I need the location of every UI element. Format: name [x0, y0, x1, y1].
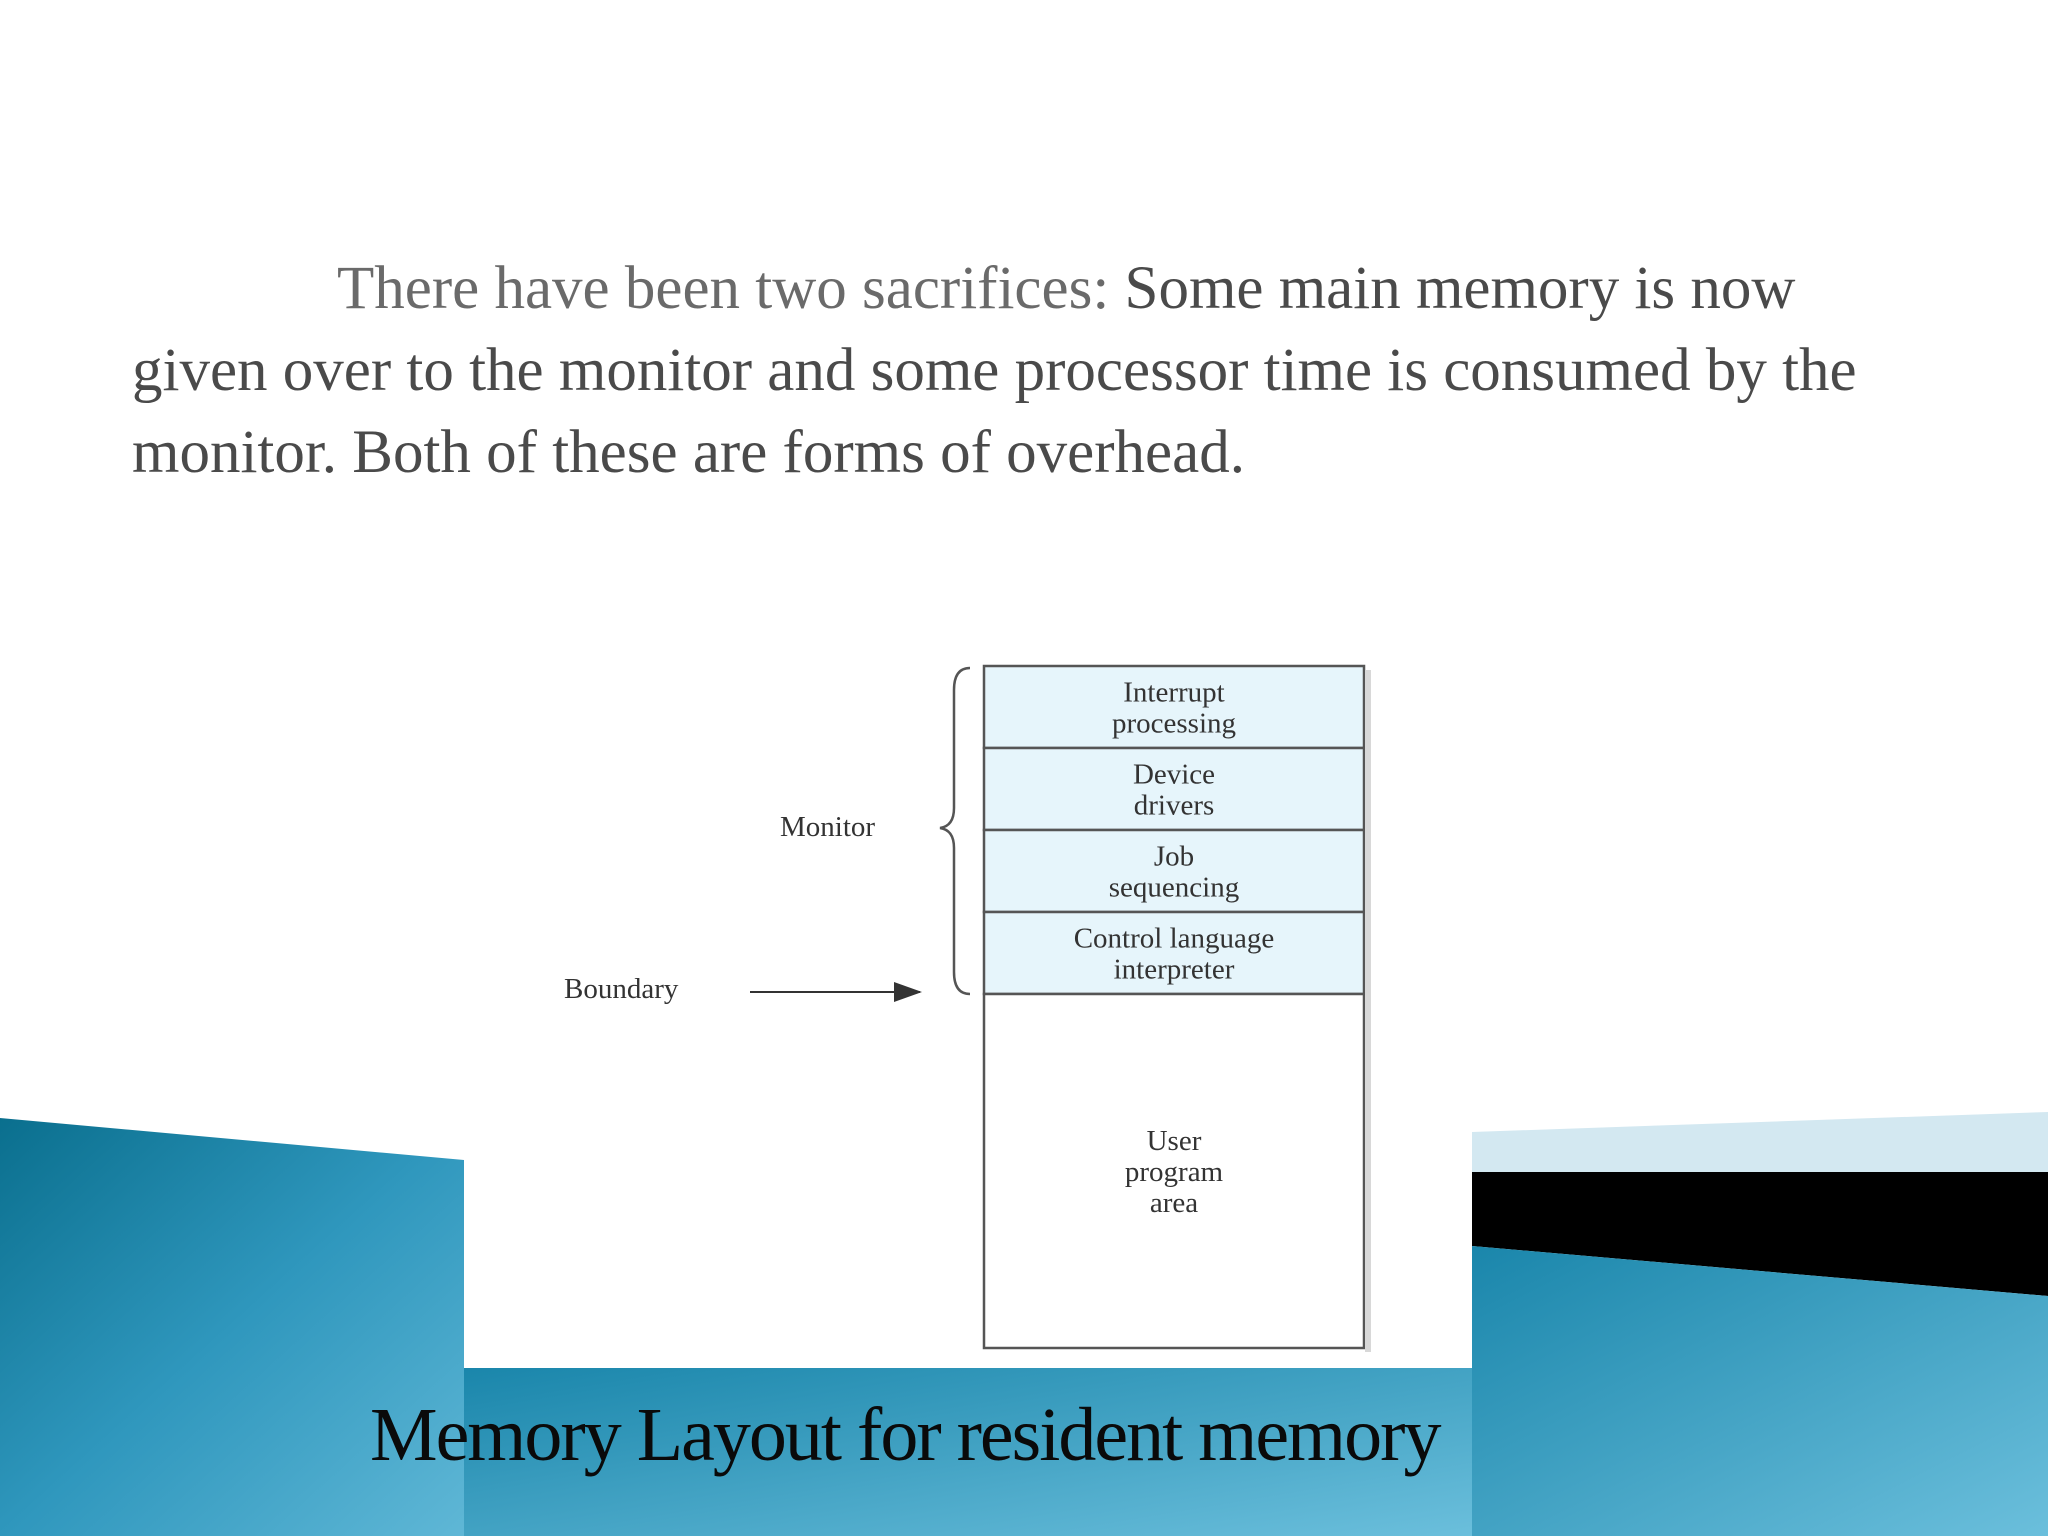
slide-caption: Memory Layout for resident memory — [370, 1393, 1440, 1477]
memory-layout-figure — [464, 650, 1472, 1368]
segment-label: Device — [1132, 758, 1216, 791]
memory-segments — [984, 666, 1371, 1352]
segment-label: sequencing — [1108, 871, 1240, 904]
segment-label: drivers — [1133, 789, 1215, 822]
segment-label: Job — [1153, 840, 1195, 873]
description-paragraph — [132, 248, 1932, 494]
paragraph-lead: There have been two sacrifices: — [337, 255, 1110, 322]
monitor-label: Monitor — [780, 811, 876, 843]
segment-label: Interrupt — [1123, 676, 1225, 709]
segment-label: interpreter — [1113, 953, 1235, 986]
right-teal-shape — [1472, 1246, 2048, 1536]
segment-label: User — [1146, 1125, 1202, 1157]
right-light-band — [1472, 1112, 2048, 1174]
monitor-brace — [940, 668, 970, 994]
segment-label: area — [1149, 1187, 1199, 1219]
segment-label: program — [1124, 1156, 1224, 1188]
paragraph-rest: Some main memory is now given over to the monitor and some processor time is consumed by the monitor. Both of these are forms of overhead. — [132, 255, 1857, 486]
segment-label: processing — [1111, 707, 1237, 740]
boundary-label: Boundary — [564, 973, 679, 1005]
segment-label: Control language — [1073, 922, 1275, 955]
stack-shadow — [1365, 670, 1371, 1352]
memory-layout-diagram — [464, 650, 1472, 1368]
